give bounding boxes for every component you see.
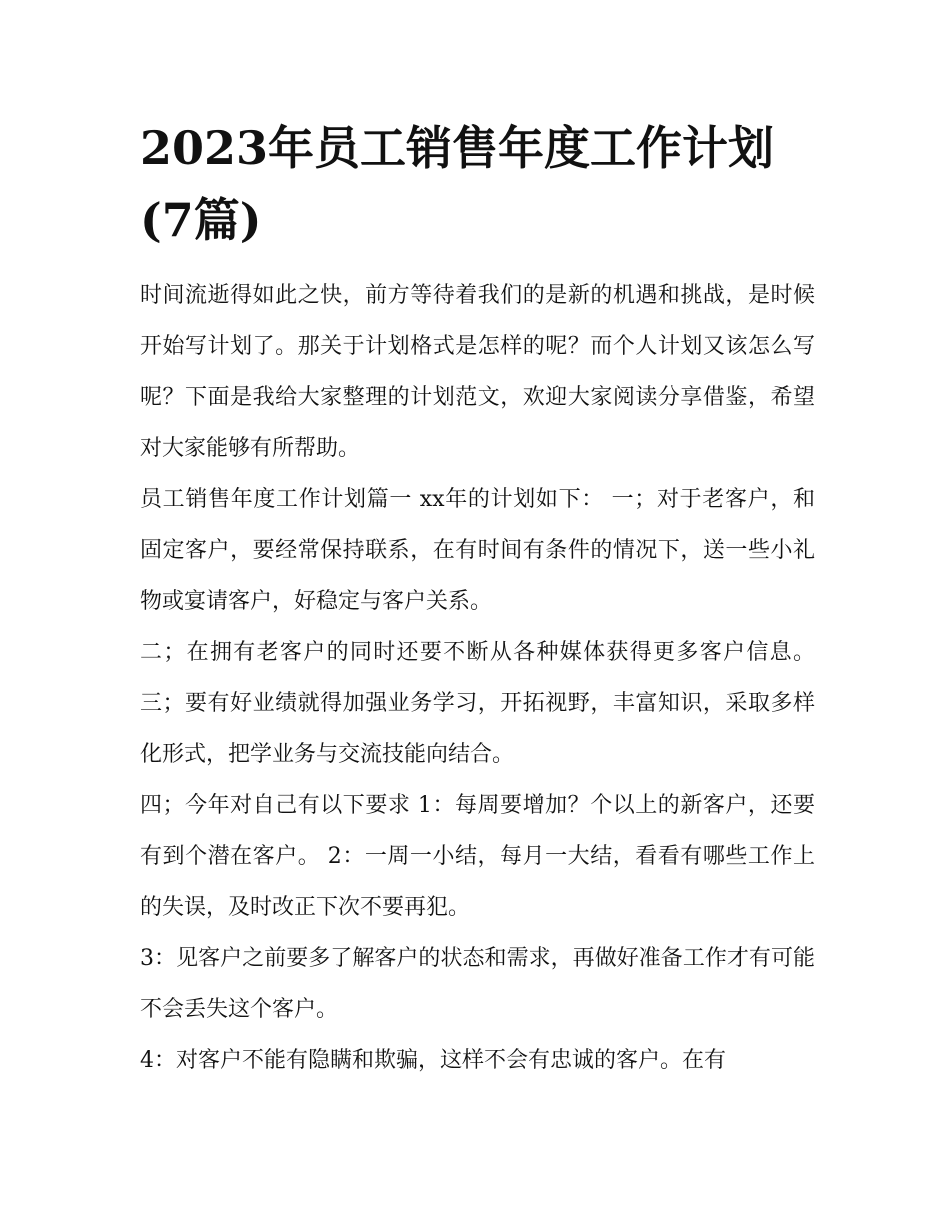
paragraph-intro: 时间流逝得如此之快，前方等待着我们的是新的机遇和挑战，是时候开始写计划了。那关于计划格式是怎样的呢？而个人计划又该怎么写呢？下面是我给大家整理的计划范文，欢迎大家阅读分享借鉴，希望对大家能够有所帮助。 [140, 283, 815, 461]
paragraph-point-two-three: 二；在拥有老客户的同时还要不断从各种媒体获得更多客户信息。 三；要有好业绩就得加强业务学习，开拓视野，丰富知识，采取多样化形式，把学业务与交流技能向结合。 [140, 640, 815, 767]
document-page [140, 112, 815, 1086]
paragraph-requirement-four: 4：对客户不能有隐瞒和欺骗，这样不会有忠诚的客户。在有 [140, 1048, 726, 1073]
document-title: 2023年员工销售年度工作计划(7篇) [140, 121, 775, 247]
paragraph-requirement-three: 3：见客户之前要多了解客户的状态和需求，再做好准备工作才有可能不会丢失这个客户。 [140, 946, 815, 1022]
paragraph-point-four: 四；今年对自己有以下要求 1：每周要增加？个以上的新客户，还要有到个潜在客户。 2：一周一小结，每月一大结，看看有哪些工作上的失误，及时改正下次不要再犯。 [140, 793, 815, 920]
document-body [140, 270, 815, 1086]
paragraph-plan-one: 员工销售年度工作计划篇一 xx年的计划如下： 一；对于老客户，和固定客户，要经常保持联系，在有时间有条件的情况下，送一些小礼物或宴请客户，好稳定与客户关系。 [140, 487, 815, 614]
